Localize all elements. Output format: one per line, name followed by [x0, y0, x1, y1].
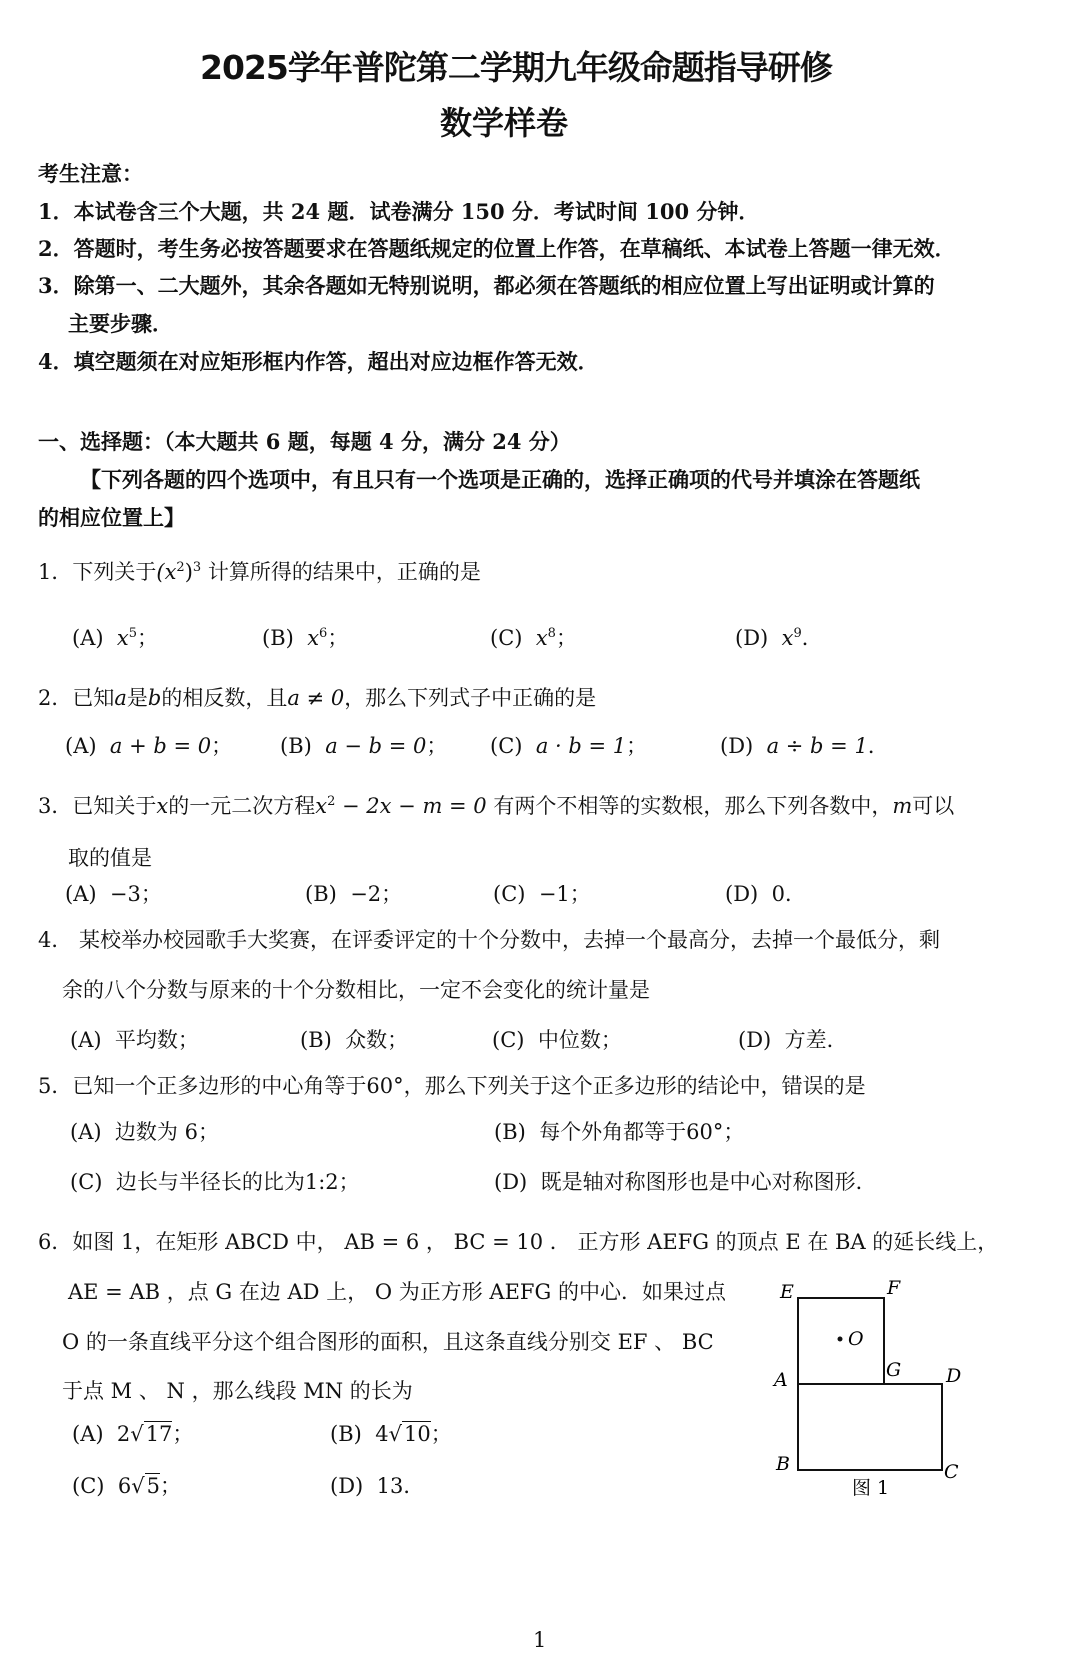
- q4-option-d: (D) 方差．: [738, 1028, 848, 1052]
- q5-option-d: (D) 既是轴对称图形也是中心对称图形．: [494, 1170, 877, 1194]
- q1-option-a: (A) $x^5$；: [72, 626, 159, 650]
- label-a: A: [774, 1369, 788, 1391]
- label-f: F: [887, 1277, 901, 1299]
- q1-option-c: (C) $x^8$；: [490, 626, 577, 650]
- question-6-stem: 6．如图 1，在矩形 ABCD 中， AB = 6 ， BC = 10 ． 正方形 AEFG 的顶点 E 在 BA 的延长线上，: [38, 1230, 999, 1254]
- question-6-stem-2: AE = AB ，点 G 在边 AD 上， O 为正方形 AEFG 的中心．如果过点: [68, 1280, 726, 1304]
- q1-option-b: (B) $x^6$；: [262, 626, 349, 650]
- section-instruction-2: 的相应位置上】: [38, 505, 185, 530]
- q5-option-c: (C) 边长与半径长的比为1:2；: [70, 1170, 360, 1194]
- label-g: G: [886, 1359, 902, 1381]
- q2-option-b: (B) a − b = 0；: [280, 734, 448, 758]
- question-3-stem-cont: 取的值是: [68, 846, 152, 870]
- section-instruction-1: 【下列各题的四个选项中，有且只有一个选项是正确的，选择正确项的代号并填涂在答题纸: [80, 467, 920, 492]
- notice-item-1: 1．本试卷含三个大题，共 24 题．试卷满分 150 分．考试时间 100 分钟．: [38, 199, 760, 224]
- q1-option-d: (D) $x^9$．: [735, 626, 823, 650]
- q4-option-c: (C) 中位数；: [492, 1028, 622, 1052]
- q6-option-c: (C) 6√5；: [72, 1474, 181, 1498]
- q2-option-a: (A) a + b = 0；: [65, 734, 233, 758]
- question-2-stem: 2．已知a是b的相反数，且a ≠ 0，那么下列式子中正确的是: [38, 686, 597, 710]
- exam-subtitle: 数学样卷: [440, 104, 569, 142]
- exam-title: 2025学年普陀第二学期九年级命题指导研修: [200, 48, 832, 87]
- page-number: 1: [533, 1628, 547, 1652]
- label-d: D: [946, 1365, 962, 1387]
- label-e: E: [780, 1281, 794, 1303]
- q5-option-a: (A) 边数为 6；: [70, 1120, 219, 1144]
- q3-option-c: (C) −1；: [493, 882, 591, 906]
- q5-option-b: (B) 每个外角都等于60°；: [494, 1120, 745, 1144]
- question-6-stem-3: O 的一条直线平分这个组合图形的面积，且这条直线分别交 EF 、 BC: [62, 1330, 714, 1354]
- q3-option-b: (B) −2；: [305, 882, 403, 906]
- q2-option-d: (D) a ÷ b = 1．: [720, 734, 889, 758]
- figure-1: [760, 1270, 1020, 1520]
- q3-option-a: (A) −3；: [65, 882, 162, 906]
- question-4-stem: 4． 某校举办校园歌手大奖赛，在评委评定的十个分数中，去掉一个最高分，去掉一个最低分，剩: [38, 928, 941, 952]
- q4-option-b: (B) 众数；: [300, 1028, 409, 1052]
- section-heading: 一、选择题：（本大题共 6 题，每题 4 分，满分 24 分）: [38, 429, 571, 454]
- notice-item-3-cont: 主要步骤．: [68, 311, 173, 336]
- notice-heading: 考生注意：: [38, 161, 143, 186]
- question-5-stem: 5．已知一个正多边形的中心角等于60°，那么下列关于这个正多边形的结论中，错误的是: [38, 1074, 866, 1098]
- notice-item-2: 2．答题时，考生务必按答题要求在答题纸规定的位置上作答，在草稿纸、本试卷上答题一律无效．: [38, 236, 956, 261]
- figure-caption: 图 1: [852, 1477, 890, 1499]
- q2-option-c: (C) a · b = 1；: [490, 734, 648, 758]
- label-c: C: [944, 1461, 959, 1483]
- q6-option-d: (D) 13．: [330, 1474, 425, 1498]
- notice-item-3: 3．除第一、二大题外，其余各题如无特别说明，都必须在答题纸的相应位置上写出证明或计算的: [38, 273, 935, 298]
- question-3-stem: 3．已知关于x的一元二次方程$x^2 - 2x - m = 0$ 有两个不相等的实数根，那么下列各数中，m可以: [38, 794, 955, 818]
- label-b: B: [776, 1453, 790, 1475]
- label-o: O: [848, 1328, 864, 1350]
- q3-option-d: (D) 0．: [725, 882, 806, 906]
- notice-item-4: 4．填空题须在对应矩形框内作答，超出对应边框作答无效．: [38, 349, 599, 374]
- center-point-o: [838, 1337, 843, 1342]
- q6-option-a: (A) 2√17；: [72, 1422, 194, 1446]
- rectangle-abcd: [798, 1384, 942, 1470]
- question-6-stem-4: 于点 M 、 N ，那么线段 MN 的长为: [62, 1379, 413, 1403]
- question-1-stem: 1．下列关于$(x^2)^3$ 计算所得的结果中，正确的是: [38, 560, 481, 584]
- q6-option-b: (B) 4√10；: [330, 1422, 452, 1446]
- question-4-stem-cont: 余的八个分数与原来的十个分数相比，一定不会变化的统计量是: [62, 978, 650, 1002]
- q4-option-a: (A) 平均数；: [70, 1028, 199, 1052]
